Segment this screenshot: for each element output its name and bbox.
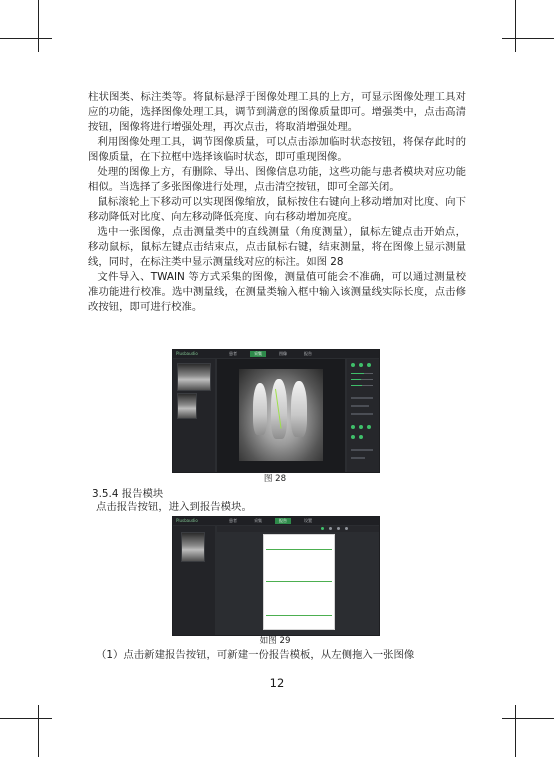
- panel-row: [351, 397, 373, 399]
- paragraph: 柱状图类、标注类等。将鼠标悬浮于图像处理工具的上方，可显示图像处理工具对应的功能，选择图像处理工具，调节到满意的图像质量即可。增强类中，点击高清按钮，图像将进行增强处理，再次点击，将取消增强处理。: [88, 91, 466, 133]
- app-topbar: [173, 350, 379, 358]
- paragraph: 利用图像处理工具，调节图像质量，可以点击添加临时状态按钮，将保存此时的图像质量，在下拉框中选择该临时状态，即可重现图像。: [88, 136, 466, 163]
- save-icon[interactable]: [329, 527, 332, 530]
- tools-panel: [347, 359, 379, 472]
- tab-report[interactable]: 报告: [275, 518, 291, 524]
- gamma-slider[interactable]: [351, 385, 373, 386]
- image-thumbnail[interactable]: [177, 363, 211, 391]
- panel-row: [351, 413, 373, 415]
- paragraph: 文件导入、TWAIN 等方式采集的图像，测量值可能会不准确，可以通过测量校准功能进行校准。选中测量线，在测量类输入框中输入该测量线实际长度，点击修改按钮，即可进行校准。: [88, 271, 466, 313]
- crop-mark-bottom-left-h: [0, 718, 52, 719]
- app-logo: Plusbaudio: [176, 518, 198, 523]
- figure-28-screenshot: [172, 349, 380, 473]
- crop-mark-top-right-v: [515, 0, 516, 52]
- tab-image[interactable]: 图像: [279, 351, 287, 356]
- tool-icon[interactable]: [367, 363, 371, 367]
- thumbnail-sidebar: [173, 526, 215, 635]
- paragraph: 鼠标滚轮上下移动可以实现图像缩放，鼠标按住右键向上移动增加对比度、向下移动降低对比度、向左移动降低亮度、向右移动增加亮度。: [88, 196, 466, 223]
- tooth: [291, 381, 307, 437]
- tab-report[interactable]: 报告: [304, 351, 312, 356]
- tool-icon[interactable]: [359, 363, 363, 367]
- thumbnail-sidebar: [173, 359, 215, 472]
- dental-xray-image[interactable]: [239, 369, 323, 461]
- tab-capture[interactable]: 采集: [254, 518, 262, 523]
- step-1-text: （1）点击新建报告按钮，可新建一份报告模板，从左侧拖入一张图像: [96, 649, 415, 661]
- app-logo: Plusbaudio: [176, 351, 198, 356]
- image-thumbnail[interactable]: [177, 393, 197, 419]
- report-page: [263, 534, 335, 630]
- crop-mark-bottom-right-h: [502, 718, 554, 719]
- image-thumbnail[interactable]: [181, 532, 205, 562]
- tab-capture[interactable]: 采集: [250, 351, 266, 357]
- tooth: [271, 379, 287, 439]
- crop-mark-top-right-h: [502, 38, 554, 39]
- report-rule: [266, 581, 332, 582]
- tool-icon[interactable]: [359, 435, 363, 439]
- crop-mark-bottom-left-v: [38, 705, 39, 757]
- panel-row: [351, 449, 373, 451]
- print-icon[interactable]: [337, 527, 340, 530]
- report-rule: [266, 615, 332, 616]
- tool-icon[interactable]: [351, 425, 355, 429]
- body-text: [88, 90, 466, 315]
- crop-mark-top-left-v: [38, 0, 39, 52]
- tool-icon[interactable]: [359, 425, 363, 429]
- tab-settings[interactable]: 设置: [304, 518, 312, 523]
- panel-row: [351, 457, 365, 459]
- section-heading: 3.5.4 报告模块: [92, 488, 164, 500]
- image-viewport: [217, 359, 345, 472]
- tool-icon[interactable]: [351, 363, 355, 367]
- tool-icon[interactable]: [351, 435, 355, 439]
- panel-row: [351, 405, 369, 407]
- crop-mark-bottom-right-v: [515, 705, 516, 757]
- figure-29-screenshot: [172, 516, 380, 636]
- crop-mark-top-left-h: [0, 38, 52, 39]
- paragraph: 选中一张图像，点击测量类中的直线测量（角度测量），鼠标左键点击开始点，移动鼠标，鼠标左键点击结束点，点击鼠标右键，结束测量，将在图像上显示测量线，同时，在标注类中显示测量线对应的标注。如图 28: [88, 226, 466, 268]
- tab-patient[interactable]: 患者: [229, 518, 237, 523]
- brightness-slider[interactable]: [351, 373, 373, 374]
- app-topbar: [173, 517, 379, 525]
- new-report-icon[interactable]: [321, 527, 324, 530]
- figure-29-caption: 如图 29: [259, 636, 291, 646]
- report-toolbar: [217, 526, 379, 532]
- section-intro: 点击报告按钮，进入到报告模块。: [96, 501, 252, 513]
- export-icon[interactable]: [345, 527, 348, 530]
- paragraph: 处理的图像上方，有删除、导出、图像信息功能，这些功能与患者模块对应功能相似。当选择了多张图像进行处理，点击清空按钮，即可全部关闭。: [88, 166, 466, 193]
- figure-28-caption: 图 28: [263, 474, 287, 484]
- report-rule: [266, 549, 332, 550]
- tab-patient[interactable]: 患者: [229, 351, 237, 356]
- tooth: [253, 383, 267, 435]
- page-number: 12: [269, 676, 285, 690]
- tool-icon[interactable]: [367, 425, 371, 429]
- contrast-slider[interactable]: [351, 379, 373, 380]
